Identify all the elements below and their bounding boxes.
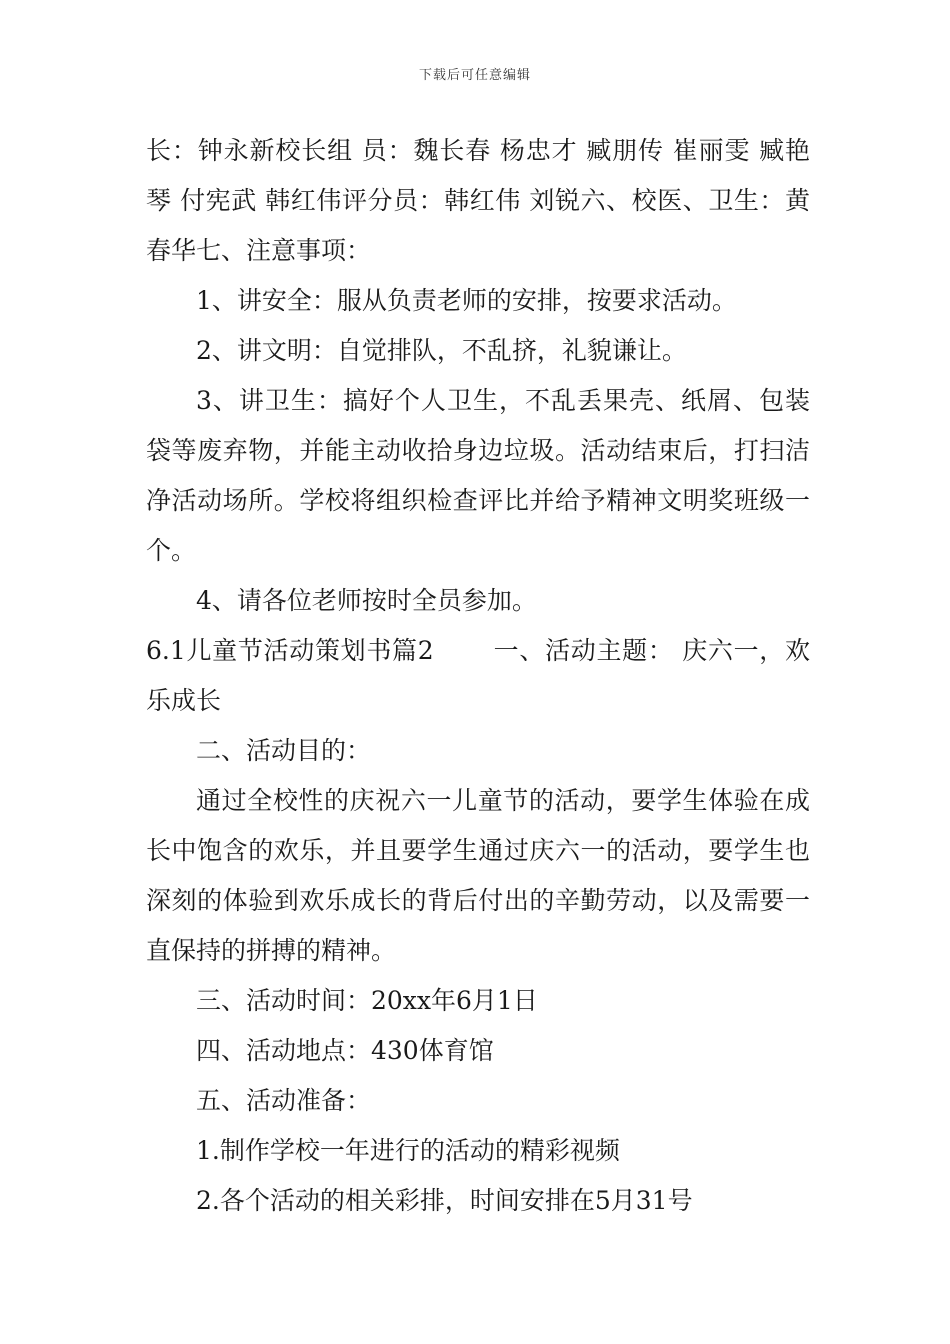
paragraph-hygiene: 3、讲卫生：搞好个人卫生，不乱丢果壳、纸屑、包装袋等废弃物，并能主动收拾身边垃圾。活动结束后，打扫洁净活动场所。学校将组织检查评比并给予精神文明奖班级一个。 [146,386,810,565]
paragraph-staff-list: 长：钟永新校长组 员：魏长春 杨忠才 臧朋传 崔丽雯 臧艳琴 付宪武 韩红伟评分员：韩红伟 刘锐六、校医、卫生：黄春华七、注意事项： [146,136,810,265]
paragraph-purpose: 通过全校性的庆祝六一儿童节的活动，要学生体验在成长中饱含的欢乐，并且要学生通过庆六一的活动，要学生也深刻的体验到欢乐成长的背后付出的辛勤劳动，以及需要一直保持的拼搏的精神。 [146,786,810,965]
paragraph-safety: 1、讲安全：服从负责老师的安排，按要求活动。 [196,286,737,315]
paragraph-attendance: 4、请各位老师按时全员参加。 [196,586,537,615]
paragraph-section-heading: 6.1儿童节活动策划书篇2 一、活动主题： 庆六一，欢乐成长 [146,636,810,715]
paragraph-preparation-item-1: 1.制作学校一年进行的活动的精彩视频 [196,1136,620,1165]
paragraph-purpose-heading: 二、活动目的： [196,736,372,765]
paragraph-preparation-heading: 五、活动准备： [196,1086,372,1115]
paragraph-preparation-item-2: 2.各个活动的相关彩排，时间安排在5月31号 [196,1186,693,1215]
page-header: 下载后可任意编辑 [418,68,531,83]
paragraph-civility: 2、讲文明：自觉排队，不乱挤，礼貌谦让。 [196,336,687,365]
paragraph-location: 四、活动地点：430体育馆 [196,1036,494,1065]
paragraph-time: 三、活动时间：20xx年6月1日 [196,986,538,1015]
document-body [146,126,810,1226]
